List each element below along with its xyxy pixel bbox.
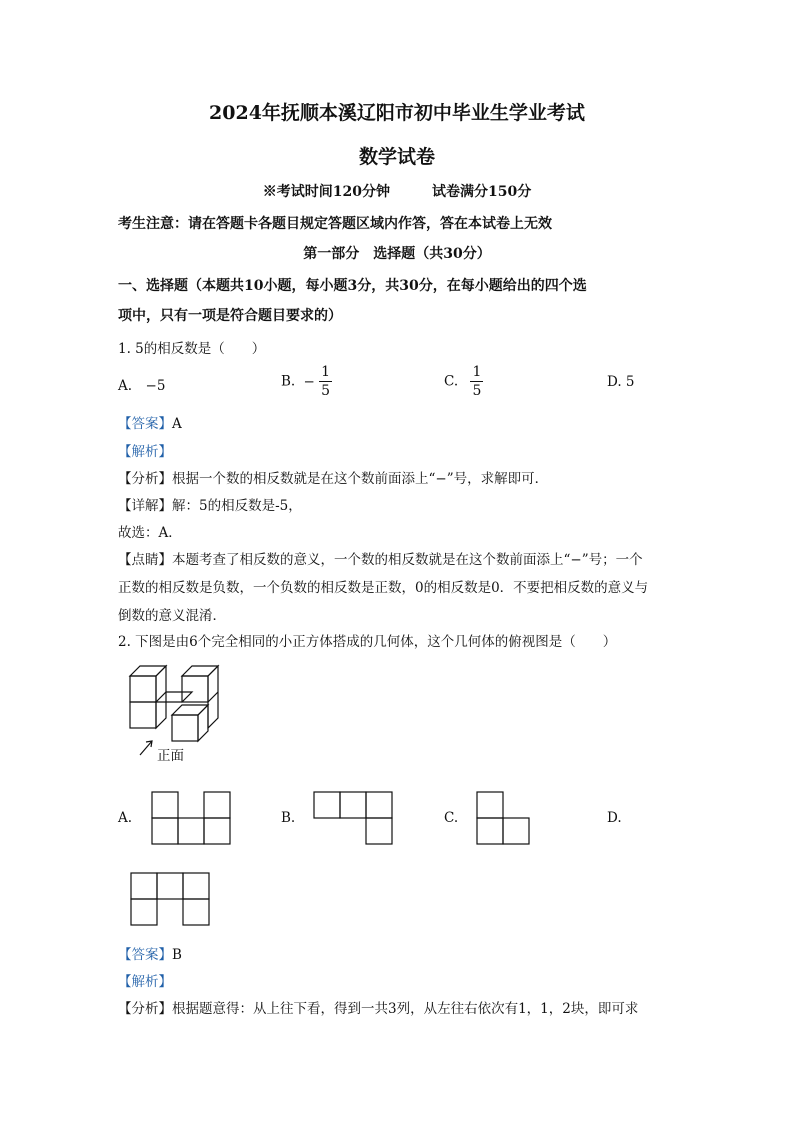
q2-stem: 2. 下图是由6个完全相同的小正方体搭成的几何体，这个几何体的俯视图是（ ） [118,634,617,650]
q1-xiangjie-text: 解：5的相反数是-5， [172,498,302,514]
q2-front-label: 正面 [157,748,184,764]
q2-option-b-label: B. [281,810,296,826]
q2-option-d-label: D. [607,810,622,826]
q2-option-a-figure [151,791,231,845]
q2-answer-tag: 【答案】 [118,947,172,963]
q1-option-b-sign: − [303,373,315,390]
q1-dianjing-text1: 本题考查了相反数的意义，一个数的相反数就是在这个数前面添上“−”号；一个 [172,552,643,568]
q1-option-b [281,363,332,400]
q1-option-b-label: B. [281,373,296,390]
section-instruction-line2: 项中，只有一项是符合题目要求的） [118,308,342,324]
q1-dianjing-line3: 倒数的意义混淆． [118,608,226,624]
q2-option-a-label: A. [118,810,133,826]
section-instruction-line1: 一、选择题（本题共10小题，每小题3分，共30分，在每小题给出的四个选 [118,278,587,294]
q1-option-c-fraction [470,363,483,400]
q1-fenxi [118,467,548,487]
q1-option-d: D. 5 [607,374,635,390]
q1-stem: 1. 5的相反数是（ ） [118,341,266,357]
q1-option-c [444,363,483,400]
exam-title: 2024年抚顺本溪辽阳市初中毕业生学业考试 [209,102,585,124]
q2-option-c-figure [476,791,530,845]
q1-option-b-numerator: 1 [321,364,331,380]
q1-option-c-numerator: 1 [472,364,482,380]
q2-option-c-label: C. [444,810,459,826]
exam-subtitle: 数学试卷 [358,146,435,168]
q1-option-b-denominator: 5 [321,383,331,399]
q1-answer-tag: 【答案】 [118,416,172,432]
q1-option-a: A. −5 [118,378,166,394]
q1-answer [118,412,182,432]
q2-answer [118,943,182,963]
q1-option-b-fraction [319,363,332,400]
part-heading: 第一部分 选择题（共30分） [303,246,491,262]
q2-fenxi-tag: 【分析】 [118,1001,172,1017]
q2-answer-value: B [172,947,182,963]
exam-info: ※考试时间120分钟 试卷满分150分 [262,184,532,200]
q2-option-d-figure [130,872,210,926]
q2-option-b-figure [313,791,393,845]
q1-dianjing-line1 [118,548,643,568]
q2-analysis-tag: 【解析】 [118,974,172,990]
q2-fenxi [118,997,638,1017]
q2-fenxi-text: 根据题意得：从上往下看，得到一共3列，从左往右依次有1，1，2块，即可求 [172,1001,639,1017]
q1-answer-value: A [172,416,182,432]
q1-dianjing-line2: 正数的相反数是负数，一个负数的相反数是正数，0的相反数是0．不要把相反数的意义与 [118,580,649,596]
q1-xiangjie-tag: 【详解】 [118,498,172,514]
exam-notice: 考生注意：请在答题卡各题目规定答题区域内作答，答在本试卷上无效 [118,216,552,232]
q1-choose: 故选：A． [118,525,182,541]
q1-xiangjie [118,494,302,514]
q1-option-c-label: C. [444,373,459,390]
q1-fenxi-text: 根据一个数的相反数就是在这个数前面添上“−”号，求解即可． [172,471,549,487]
q1-option-c-denominator: 5 [472,383,482,399]
q1-dianjing-tag: 【点睛】 [118,552,172,568]
q1-analysis-tag: 【解析】 [118,444,172,460]
q1-fenxi-tag: 【分析】 [118,471,172,487]
